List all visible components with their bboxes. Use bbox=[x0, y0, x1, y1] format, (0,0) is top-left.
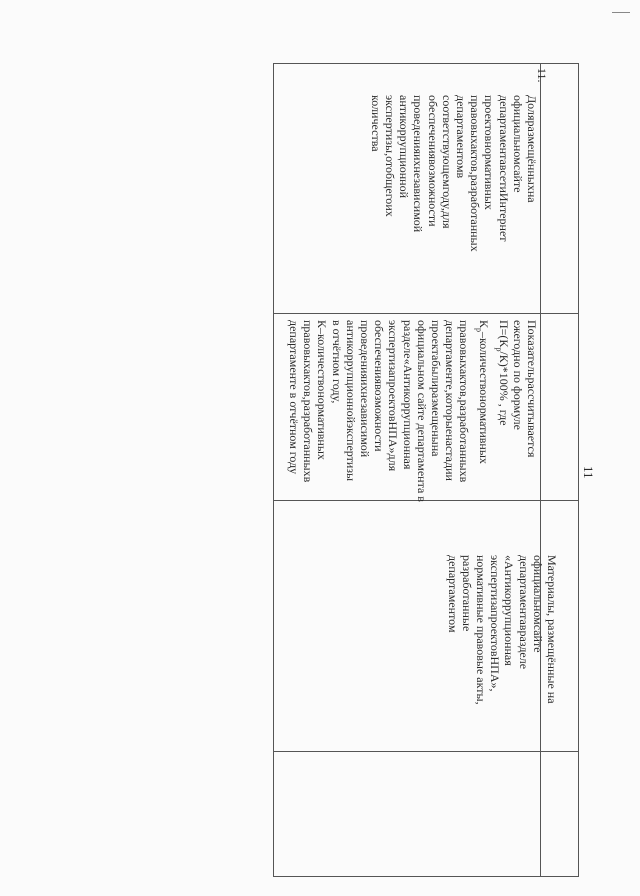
word: официальном bbox=[530, 555, 545, 625]
word: Доля bbox=[525, 95, 539, 121]
text-line bbox=[531, 555, 545, 750]
text-line bbox=[457, 320, 471, 498]
text-line bbox=[329, 320, 343, 498]
word: обеспечения bbox=[372, 320, 387, 385]
text-line bbox=[445, 555, 459, 750]
word: проекта bbox=[429, 320, 443, 361]
word: антикоррупционной bbox=[397, 95, 412, 199]
word: их bbox=[357, 378, 372, 392]
text-line bbox=[425, 95, 439, 310]
text-line bbox=[414, 320, 429, 502]
word: /К)*100% , где bbox=[496, 351, 511, 426]
word: разработанные bbox=[459, 555, 474, 632]
text-line bbox=[545, 555, 559, 750]
word: в bbox=[496, 164, 511, 171]
word: независимой bbox=[357, 391, 372, 458]
word: – bbox=[477, 332, 491, 339]
word: в bbox=[457, 476, 472, 483]
word: департамента bbox=[496, 95, 511, 165]
word: проектов bbox=[386, 375, 401, 422]
page-number: 11 bbox=[581, 466, 596, 479]
text-line bbox=[369, 95, 383, 310]
word: проведения bbox=[357, 320, 372, 379]
text-line bbox=[511, 95, 525, 310]
word: количества bbox=[368, 95, 383, 152]
word: в bbox=[516, 624, 531, 631]
source-cell bbox=[445, 555, 559, 750]
text-line bbox=[502, 555, 516, 750]
word: рассчитывается bbox=[525, 377, 539, 458]
word: которые bbox=[443, 392, 458, 435]
word: правовых bbox=[468, 95, 483, 144]
word: количество bbox=[315, 334, 330, 392]
word: экспертизы bbox=[343, 423, 358, 482]
word: К bbox=[315, 320, 330, 329]
word: в отчётном году, bbox=[329, 320, 344, 404]
word: сайте bbox=[530, 624, 545, 653]
word: были bbox=[429, 360, 443, 387]
word: – bbox=[315, 328, 330, 335]
text-line bbox=[468, 95, 482, 310]
text-line bbox=[372, 320, 386, 498]
word: актов, bbox=[457, 368, 472, 400]
word: на bbox=[525, 190, 539, 203]
word: нормативных bbox=[477, 395, 491, 464]
word: возможности bbox=[425, 159, 440, 227]
word: размещены bbox=[429, 386, 443, 445]
word: департаменте в отчётном году bbox=[286, 320, 301, 475]
word: их bbox=[382, 204, 397, 217]
word: независимой bbox=[411, 166, 426, 233]
word: «Антикоррупционная bbox=[400, 358, 415, 470]
word: департаменте, bbox=[443, 320, 458, 393]
column-divider bbox=[540, 64, 541, 876]
word: разработанных bbox=[468, 174, 483, 252]
word: правовых bbox=[301, 320, 316, 369]
word: сайте bbox=[510, 164, 525, 193]
indicator-table bbox=[273, 63, 579, 877]
text-line bbox=[358, 320, 372, 498]
text-line bbox=[525, 95, 539, 310]
text-line bbox=[471, 320, 491, 498]
word: правовых bbox=[457, 320, 472, 369]
word: экспертиза bbox=[488, 555, 503, 611]
word: на bbox=[429, 444, 443, 457]
word: проведения bbox=[411, 95, 426, 154]
word: К bbox=[477, 320, 491, 329]
word: «Антикоррупционная bbox=[502, 555, 517, 666]
word: их bbox=[411, 153, 426, 167]
table-row-empty bbox=[274, 751, 578, 876]
indicator-cell bbox=[369, 95, 539, 310]
text-line bbox=[315, 320, 329, 498]
word: на bbox=[443, 434, 458, 446]
text-line bbox=[411, 95, 425, 310]
word: стадии bbox=[443, 445, 458, 481]
text-line bbox=[301, 320, 315, 498]
word: проектов bbox=[488, 610, 503, 657]
word: в bbox=[301, 476, 316, 483]
word: официальном bbox=[510, 95, 525, 165]
word: разработанных bbox=[301, 399, 316, 477]
word: обеспечения bbox=[425, 95, 440, 160]
word: году, bbox=[439, 186, 454, 211]
word: департамента bbox=[516, 555, 531, 625]
word: П=(К bbox=[496, 320, 511, 348]
method-cell bbox=[286, 320, 539, 502]
text-line bbox=[488, 555, 502, 750]
word: разделе bbox=[516, 630, 531, 670]
word: Показатель bbox=[525, 320, 539, 378]
text-line bbox=[511, 320, 525, 498]
text-line bbox=[460, 555, 474, 750]
text-line bbox=[440, 95, 454, 310]
text-line bbox=[344, 320, 358, 498]
word: сети bbox=[496, 170, 511, 193]
text-line bbox=[383, 95, 397, 310]
word: Материалы, размещённые на bbox=[545, 555, 559, 704]
text-line bbox=[386, 320, 400, 498]
word: размещённых bbox=[525, 120, 539, 191]
word: разработанных bbox=[457, 399, 472, 477]
word: нормативные правовые акты, bbox=[473, 555, 488, 705]
word: ежегодно по формуле bbox=[510, 320, 525, 430]
word: разделе bbox=[400, 320, 415, 359]
text-line bbox=[525, 320, 539, 498]
word: р bbox=[474, 328, 484, 333]
text-line bbox=[474, 555, 488, 750]
word: для bbox=[386, 453, 401, 472]
word: нормативных bbox=[315, 391, 330, 460]
corner-mark bbox=[612, 12, 630, 13]
text-line bbox=[482, 95, 496, 310]
word: департаментом bbox=[453, 95, 468, 173]
row-number: 11. bbox=[535, 68, 549, 83]
word: количество bbox=[477, 338, 491, 396]
text-line bbox=[496, 95, 510, 310]
text-line bbox=[287, 320, 301, 498]
word: НПА» bbox=[386, 421, 401, 454]
word: проектов bbox=[482, 95, 497, 142]
text-line bbox=[491, 320, 511, 498]
word: официальном сайте департамента в bbox=[414, 320, 429, 502]
text-line bbox=[429, 320, 443, 498]
text-line bbox=[400, 320, 414, 498]
word: соответствующем bbox=[439, 95, 454, 187]
word: антикоррупционной bbox=[343, 320, 358, 424]
word: в bbox=[453, 172, 468, 179]
word: для bbox=[439, 210, 454, 229]
text-line bbox=[443, 320, 457, 498]
word: от bbox=[382, 156, 397, 168]
word: Интернет bbox=[496, 192, 511, 242]
word: экспертизы, bbox=[382, 95, 397, 157]
word: возможности bbox=[372, 384, 387, 452]
text-line bbox=[454, 95, 468, 310]
word: актов, bbox=[301, 368, 316, 400]
word: департаментом bbox=[445, 555, 460, 633]
word: общего bbox=[382, 167, 397, 205]
word: актов, bbox=[468, 143, 483, 175]
word: р bbox=[494, 347, 504, 352]
text-line bbox=[516, 555, 530, 750]
text-line bbox=[397, 95, 411, 310]
word: экспертиза bbox=[386, 320, 401, 376]
word: нормативных bbox=[482, 141, 497, 210]
word: НПА», bbox=[488, 656, 503, 692]
